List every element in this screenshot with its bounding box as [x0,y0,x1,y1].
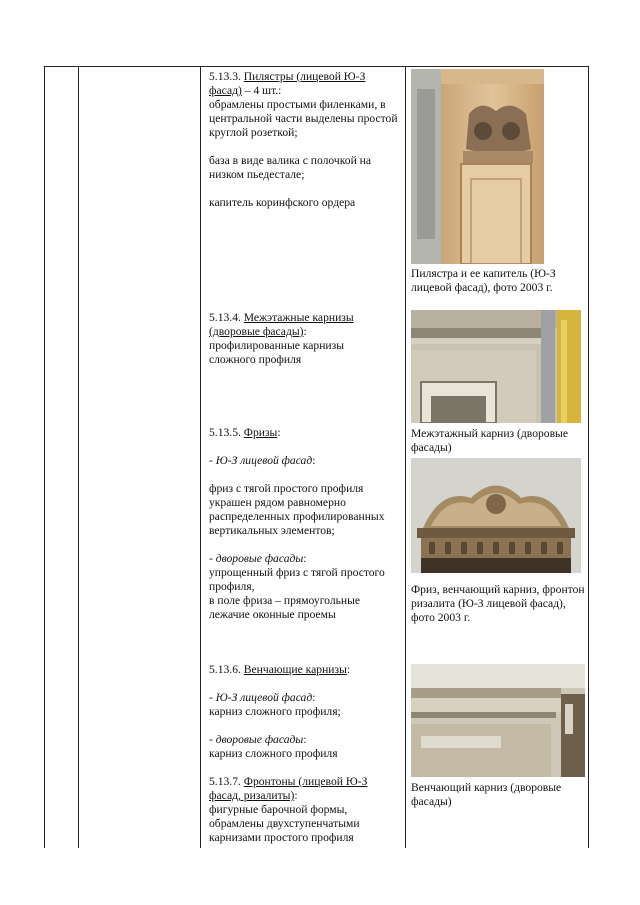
crowning-cornice-photo [411,664,585,777]
crowning-section [209,663,401,761]
friezes-number: 5.13.5. [209,426,244,439]
friezes-sub2: - дворовые фасады [209,552,304,565]
pilasters-text-2: база в виде валика с полочкой на низком пьедестале; [209,154,372,181]
interfloor-heading-tail: : [303,325,307,338]
frieze-pediment-photo [411,458,581,573]
crowning-heading-tail: : [346,663,351,676]
friezes-heading-tail: : [277,426,281,439]
crowning-sub1: - Ю-З лицевой фасад [209,691,313,704]
crowning-text-1: карниз сложного профиля; [209,705,341,718]
table-top-border [44,66,589,67]
pediments-heading-tail: : [294,789,298,802]
friezes-sub1-tail: : [312,454,316,467]
pediments-heading: Фронтоны (лицевой Ю-З фасад, ризалиты) [209,775,368,802]
crowning-sub1-tail: : [312,691,316,704]
table-left-border [44,66,45,848]
friezes-text-2: упрощенный фриз с тягой простого профиля, [209,566,385,593]
friezes-section [209,426,401,622]
crowning-text-2: карниз сложного профиля [209,747,338,760]
column-divider-1 [78,66,79,848]
friezes-text-1: фриз с тягой простого профиля украшен рядом равномерно распределенных профилированных вертикальных элементов; [209,482,385,537]
column-divider-3 [405,66,406,848]
interfloor-heading: Межэтажные карнизы (дворовые фасады) [209,311,354,338]
pilaster-caption: Пилястра и ее капитель (Ю-З лицевой фасад), фото 2003 г. [411,267,556,294]
pilasters-text-1: обрамлены простыми филенками, в центральной части выделены простой круглой розеткой; [209,98,398,139]
interfloor-cornice-photo [411,310,581,423]
pilaster-photo [411,69,544,264]
crowning-caption: Венчающий карниз (дворовые фасады) [411,781,562,808]
interfloor-text-1: профилированные карнизы сложного профиля [209,339,344,366]
crowning-number: 5.13.6. [209,663,244,676]
pilasters-heading: Пилястры (лицевой Ю-З фасад) [209,70,366,97]
pediments-text-1: фигурные барочной формы, обрамлены двухступенчатыми карнизами простого профиля [209,803,360,844]
friezes-text-3: в поле фриза – прямоугольные лежачие оконные проемы [209,594,361,621]
crowning-sub2-tail: : [303,733,307,746]
pediments-section [209,775,401,845]
pilasters-heading-tail: – 4 шт.: [241,84,282,97]
pilasters-text-3: капитель коринфского ордера [209,196,356,209]
pilasters-section [209,70,399,210]
pediments-number: 5.13.7. [209,775,244,788]
column-divider-2 [200,66,201,848]
interfloor-number: 5.13.4. [209,311,244,324]
interfloor-caption: Межэтажный карниз (дворовые фасады) [411,427,568,454]
friezes-sub1: - Ю-З лицевой фасад [209,454,313,467]
frieze-pediment-caption: Фриз, венчающий карниз, фронтон ризалита (Ю-З лицевой фасад), фото 2003 г. [411,583,585,624]
interfloor-section [209,311,381,367]
table-right-border [588,66,589,848]
pilasters-number: 5.13.3. [209,70,244,83]
crowning-heading: Венчающие карнизы [243,663,347,676]
friezes-heading: Фризы [243,426,278,439]
friezes-sub2-tail: : [303,552,307,565]
crowning-sub2: - дворовые фасады [209,733,304,746]
